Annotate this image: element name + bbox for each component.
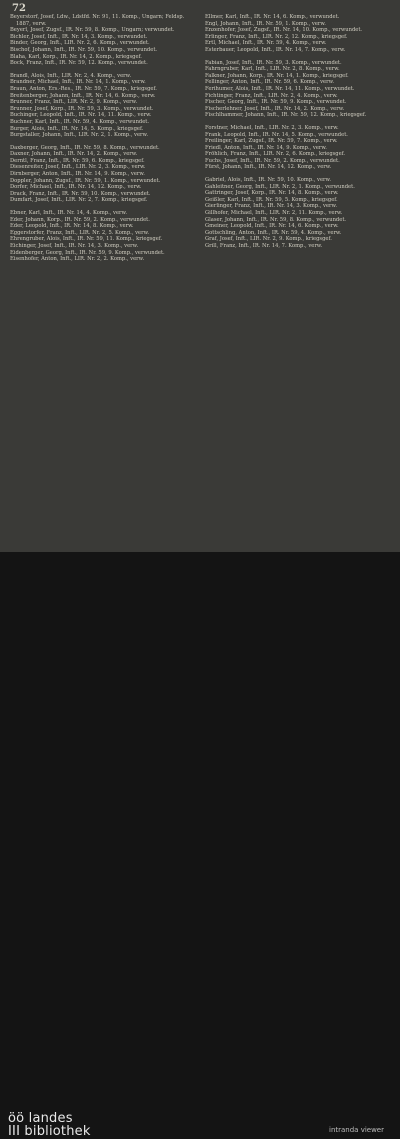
list-entry: Fichtinger, Franz, Inft., LIR. Nr. 2, 4. Komp., verw. — [205, 92, 338, 99]
list-entry: Esterbauer, Leopold, Inft., IR. Nr. 14, 7. Komp., verw. — [205, 46, 346, 53]
list-entry: Erlinger, Franz, Inft., LIR. Nr. 2, 12. Komp., kriegsgef. — [205, 33, 348, 40]
list-entry: Fürst, Johann, Inft., IR. Nr. 14, 12. Komp., verw. — [205, 164, 332, 171]
logo-line-2: III bibliothek — [8, 1124, 91, 1139]
list-entry: Brandl, Alois, Inft., LIR. Nr. 2, 4. Komp., verw. — [10, 72, 132, 79]
list-entry: Gahleitner, Georg, Inft., LIR. Nr. 2, 1. Komp., verwundet. — [205, 183, 355, 190]
list-entry: Grill, Franz, Inft., IR. Nr. 14, 7. Komp., verw. — [205, 243, 323, 249]
list-entry: Ebner, Karl, Inft., IR. Nr. 14, 4. Komp., verw. — [10, 210, 127, 217]
viewer-footer — [0, 552, 400, 1139]
list-entry: Falkner, Johann, Korp., IR. Nr. 14, 1. Komp., kriegsgef. — [205, 72, 349, 79]
list-entry: Fischer, Georg, Inft., IR. Nr. 59, 9. Komp., verwundet. — [205, 99, 347, 106]
list-entry: Forstner, Michael, Inft., LIR. Nr. 2, 3. Komp., verw. — [205, 124, 339, 131]
list-entry: Fröhlich, Franz, Inft., LIR. Nr. 2, 6. Komp., kriegsgef. — [205, 151, 346, 158]
list-entry: Eggerstorfer, Franz, Inft., LIR. Nr. 2, 5. Komp., verw. — [10, 229, 150, 236]
list-entry: Dorfer, Michael, Inft., IR. Nr. 14, 12. Komp., verw. — [10, 184, 142, 191]
list-entry: Gierlinger, Franz, Inft., IR. Nr. 14, 3. Komp., verw. — [205, 203, 337, 210]
list-entry: Drack, Franz, Inft., IR. Nr. 59, 10. Komp., verwundet. — [10, 190, 151, 197]
list-entry: Blaha, Karl, Korp., IR. Nr. 14, 2. Komp., kriegsgef. — [10, 53, 142, 60]
list-entry: Fischerlehner, Josef, Inft., IR. Nr. 14, 2. Komp., verw. — [205, 105, 345, 112]
list-entry: Dumfart, Josef, Inft., LIR. Nr. 2, 7. Komp., kriegsgef. — [10, 197, 148, 204]
list-entry: Diesenreiter, Josef, Inft., LIR. Nr. 2, 3. Komp., verw. — [10, 164, 146, 171]
list-entry: Burgstaller, Johann, Inft., LIR. Nr. 2, 1. Komp., verw. — [10, 132, 148, 139]
list-entry: Eder, Leopold, Inft., IR. Nr. 14, 8. Komp., verw. — [10, 223, 134, 230]
list-entry: Fuchs, Josef, Inft., IR. Nr. 59, 2. Komp., verwundet. — [205, 157, 340, 164]
right-column — [205, 14, 391, 250]
list-entry: Friedl, Anton, Inft., IR. Nr. 14, 9. Komp., verw. — [205, 144, 327, 151]
list-entry: Brunner, Josef, Korp., IR. Nr. 59, 3. Komp., verwundet. — [10, 105, 154, 112]
list-entry: Gillhofer, Michael, Inft., LIR. Nr. 2, 11. Komp., verw. — [205, 210, 343, 217]
list-entry: Daxner, Johann, Inft., IR. Nr. 14, 2. Komp., verw. — [10, 151, 138, 158]
list-entry: Beyerstorf, Josef, Ldw., Ldstfd. Nr. 91, 11. Komp., Ungarn; Feldsp. 1887, verw. — [10, 14, 185, 27]
list-entry: Fellinger, Anton, Inft., IR. Nr. 59, 6. Komp., verw. — [205, 79, 335, 86]
list-entry: Ehrengruber, Alois, Inft., IR. Nr. 59, 11. Komp., kriegsgef. — [10, 236, 163, 243]
list-entry: Doppler, Johann, Zugsf., IR. Nr. 59, 1. Komp., verwundet. — [10, 177, 161, 184]
list-entry: Breitenberger, Johann, Inft., IR. Nr. 14, 6. Komp., verw. — [10, 92, 156, 99]
list-entry: Glaser, Johann, Inft., IR. Nr. 59, 8. Komp., verwundet. — [205, 216, 347, 223]
list-entry: Gattringer, Josef, Korp., IR. Nr. 14, 8. Komp., verw. — [205, 190, 339, 197]
logo-line-1: öö landes — [8, 1111, 73, 1126]
list-entry: Burger, Alois, Inft., IR. Nr. 14, 5. Komp., kriegsgef. — [10, 125, 144, 132]
list-entry: Brunner, Franz, Inft., LIR. Nr. 2, 9. Komp., verw. — [10, 99, 138, 106]
list-entry: Gmeiner, Leopold, Inft., IR. Nr. 14, 6. Komp., verw. — [205, 223, 339, 230]
list-entry: Brandner, Michael, Inft., IR. Nr. 14, 1. Komp., verw. — [10, 79, 146, 86]
list-entry: Gabriel, Alois, Inft., IR. Nr. 59, 10. Komp., verw. — [205, 177, 332, 184]
list-entry: Buchinger, Leopold, Inft., IR. Nr. 14, 11. Komp., verw. — [10, 112, 152, 119]
list-entry: Dirnberger, Anton, Inft., IR. Nr. 14, 9. Komp., verw. — [10, 171, 145, 178]
list-entry: Ferihumer, Alois, Inft., IR. Nr. 14, 11. Komp., verwundet. — [205, 85, 355, 92]
document-page — [0, 0, 400, 552]
list-entry: Binder, Georg, Inft., LIR. Nr. 2, 6. Komp., verwundet. — [10, 40, 150, 47]
list-entry: Gottschling, Anton, Inft., IR. Nr. 59, 4. Komp., verw. — [205, 229, 342, 236]
list-entry: Beyerl, Josef, Zugsf., IR. Nr. 59, 8. Komp., Ungarn; verwundet. — [10, 27, 175, 34]
list-entry: Bichler, Josef, Inft., IR. Nr. 14, 3. Komp., verwundet. — [10, 33, 148, 40]
library-logo[interactable] — [8, 1112, 91, 1138]
list-entry: Eidenberger, Georg, Inft., IR. Nr. 59, 9. Komp., verwundet. — [10, 249, 165, 256]
list-entry: Eichinger, Josef, Inft., IR. Nr. 14, 3. Komp., verw. — [10, 243, 139, 249]
list-entry: Ertl, Michael, Inft., IR. Nr. 59, 4. Komp., verw. — [205, 40, 327, 47]
list-entry: Bischof, Johann, Inft., IR. Nr. 59, 10. Komp., verwundet. — [10, 46, 158, 53]
list-entry: Eisenhofer, Anton, Inft., LIR. Nr. 2, 2. Komp., verw. — [10, 256, 145, 263]
list-entry: Bock, Franz, Inft., IR. Nr. 59, 12. Komp., verwundet. — [10, 60, 148, 67]
list-entry: Daxberger, Georg, Inft., IR. Nr. 59, 8. Komp., verwundet. — [10, 144, 160, 151]
list-entry: Fischlhammer, Johann, Inft., IR. Nr. 59, 12. Komp., kriegsgef. — [205, 112, 367, 119]
list-entry: Fahrngruber, Karl, Inft., LIR. Nr. 2, 8. Komp., verw. — [205, 66, 340, 73]
list-entry: Frank, Leopold, Inft., IR. Nr. 14, 5. Komp., verwundet. — [205, 131, 348, 138]
list-entry: Fabian, Josef, Inft., IR. Nr. 59, 3. Komp., verwundet. — [205, 59, 342, 66]
list-entry: Eder, Johann, Korp., IR. Nr. 59, 2. Komp., verwundet. — [10, 216, 150, 223]
viewer-label: intranda viewer — [329, 1126, 384, 1134]
page-number: 72 — [12, 3, 26, 14]
list-entry: Enzenhofer, Josef, Zugsf., IR. Nr. 14, 10. Komp., verwundet. — [205, 27, 363, 34]
list-entry: Engl, Johann, Inft., IR. Nr. 59, 1. Komp., verw. — [205, 20, 326, 27]
list-entry: Braun, Anton, Ers.-Res., IR. Nr. 59, 7. Komp., kriegsgef. — [10, 85, 157, 92]
list-entry: Buchner, Karl, Inft., IR. Nr. 59, 4. Komp., verwundet. — [10, 118, 150, 125]
list-entry: Ellmer, Karl, Inft., IR. Nr. 14, 6. Komp., verwundet. — [205, 14, 340, 20]
list-entry: Freilinger, Karl, Zugsf., IR. Nr. 59, 7. Komp., verw. — [205, 138, 338, 145]
list-entry: Geißler, Karl, Inft., IR. Nr. 59, 5. Komp., kriegsgef. — [205, 196, 338, 203]
list-entry: Derntl, Franz, Inft., IR. Nr. 59, 6. Komp., kriegsgef. — [10, 157, 145, 164]
list-entry: Graf, Josef, Inft., LIR. Nr. 2, 9. Komp., kriegsgef. — [205, 236, 332, 243]
left-column — [10, 14, 196, 263]
